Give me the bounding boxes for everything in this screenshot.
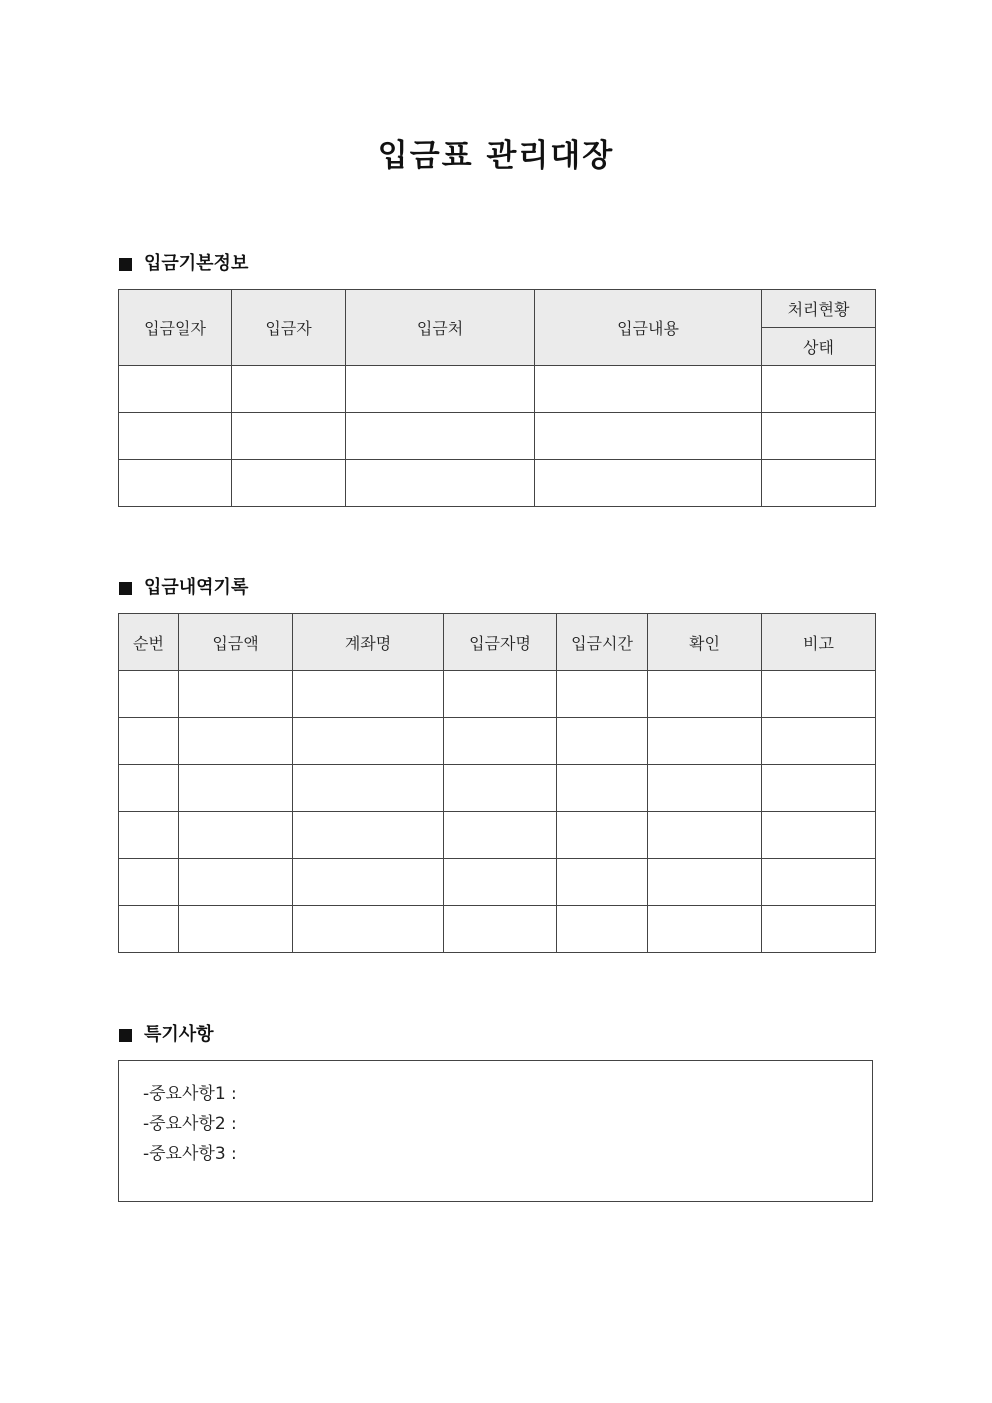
table-cell[interactable] (119, 366, 232, 413)
table-cell[interactable] (557, 906, 648, 953)
section-heading-notes (119, 1022, 214, 1048)
column-header: 입금처 (346, 290, 535, 366)
section-heading-deposit-records (119, 575, 248, 601)
column-header: 비고 (762, 614, 876, 671)
column-header: 입금일자 (119, 290, 232, 366)
table-cell[interactable] (444, 859, 557, 906)
table-cell[interactable] (179, 859, 293, 906)
table-cell[interactable] (648, 718, 762, 765)
column-group-header: 처리현황 (762, 290, 876, 328)
table-cell[interactable] (119, 718, 179, 765)
section-heading-label: 특기사항 (144, 1024, 214, 1045)
table-cell[interactable] (648, 812, 762, 859)
table-cell[interactable] (762, 812, 876, 859)
section-heading-label: 입금기본정보 (144, 253, 249, 274)
table-cell[interactable] (179, 906, 293, 953)
column-header: 입금액 (179, 614, 293, 671)
table-cell[interactable] (762, 671, 876, 718)
table-cell[interactable] (648, 906, 762, 953)
note-line: -중요사항3 : (143, 1144, 237, 1164)
table-row (119, 460, 876, 507)
table-cell[interactable] (557, 765, 648, 812)
table-cell[interactable] (119, 765, 179, 812)
table-cell[interactable] (179, 671, 293, 718)
section-heading-label: 입금내역기록 (144, 577, 249, 598)
basic-info-table (118, 289, 876, 507)
table-row (119, 859, 876, 906)
table-cell[interactable] (119, 671, 179, 718)
table-cell[interactable] (179, 812, 293, 859)
table-cell[interactable] (293, 765, 444, 812)
table-cell[interactable] (179, 718, 293, 765)
table-cell[interactable] (293, 906, 444, 953)
table-row (119, 812, 876, 859)
table-cell[interactable] (444, 718, 557, 765)
column-header: 입금자명 (444, 614, 557, 671)
table-row (119, 906, 876, 953)
deposit-records-table (118, 613, 876, 953)
table-cell[interactable] (119, 906, 179, 953)
table-cell[interactable] (293, 859, 444, 906)
page-title: 입금표 관리대장 (377, 138, 615, 174)
table-cell[interactable] (762, 718, 876, 765)
table-cell[interactable] (648, 671, 762, 718)
table-cell[interactable] (293, 812, 444, 859)
table-row (119, 366, 876, 413)
table-cell[interactable] (346, 460, 535, 507)
column-header: 입금내용 (535, 290, 762, 366)
black-square-icon (119, 582, 132, 595)
column-header: 계좌명 (293, 614, 444, 671)
table-cell[interactable] (557, 859, 648, 906)
table-cell[interactable] (232, 366, 346, 413)
table-cell[interactable] (762, 765, 876, 812)
table-cell[interactable] (535, 366, 762, 413)
black-square-icon (119, 1029, 132, 1042)
table-cell[interactable] (232, 460, 346, 507)
table-cell[interactable] (762, 366, 876, 413)
table-cell[interactable] (119, 413, 232, 460)
table-cell[interactable] (346, 413, 535, 460)
table-cell[interactable] (648, 859, 762, 906)
table-cell[interactable] (346, 366, 535, 413)
table-cell[interactable] (119, 812, 179, 859)
table-cell[interactable] (444, 812, 557, 859)
note-line: -중요사항1 : (143, 1084, 237, 1104)
column-header: 순번 (119, 614, 179, 671)
table-cell[interactable] (119, 460, 232, 507)
column-header: 입금자 (232, 290, 346, 366)
table-cell[interactable] (557, 671, 648, 718)
table-cell[interactable] (444, 906, 557, 953)
table-cell[interactable] (535, 460, 762, 507)
table-cell[interactable] (557, 718, 648, 765)
table-cell[interactable] (444, 671, 557, 718)
table-cell[interactable] (762, 413, 876, 460)
table-cell[interactable] (762, 460, 876, 507)
table-cell[interactable] (444, 765, 557, 812)
table-cell[interactable] (179, 765, 293, 812)
section-heading-basic-info (119, 251, 248, 277)
table-cell[interactable] (293, 718, 444, 765)
table-cell[interactable] (648, 765, 762, 812)
table-row (119, 718, 876, 765)
table-cell[interactable] (535, 413, 762, 460)
notes-box[interactable] (118, 1060, 873, 1202)
table-row (119, 671, 876, 718)
black-square-icon (119, 258, 132, 271)
table-cell[interactable] (119, 859, 179, 906)
column-header: 상태 (762, 328, 876, 366)
note-line: -중요사항2 : (143, 1114, 237, 1134)
table-cell[interactable] (232, 413, 346, 460)
table-cell[interactable] (293, 671, 444, 718)
column-header: 입금시간 (557, 614, 648, 671)
table-row (119, 765, 876, 812)
table-cell[interactable] (762, 859, 876, 906)
table-row (119, 413, 876, 460)
table-cell[interactable] (557, 812, 648, 859)
table-cell[interactable] (762, 906, 876, 953)
column-header: 확인 (648, 614, 762, 671)
